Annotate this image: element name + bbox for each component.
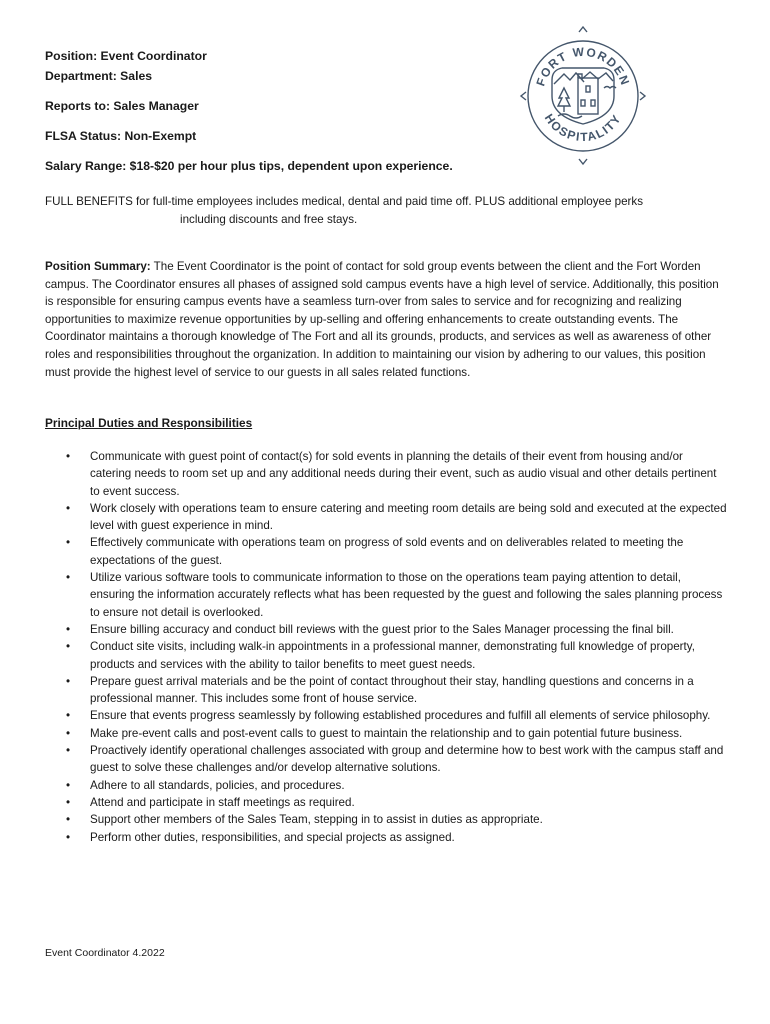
list-item: [45, 707, 727, 724]
list-item: [45, 811, 727, 828]
salary-range: Salary Range: $18-$20 per hour plus tips, dependent upon experience.: [45, 159, 453, 173]
reports-to: Reports to: Sales Manager: [45, 99, 199, 113]
list-item: [45, 725, 727, 742]
list-item: [45, 794, 727, 811]
list-item: [45, 621, 727, 638]
department: Department: Sales: [45, 69, 153, 83]
list-item: [45, 829, 727, 846]
position-summary: [45, 258, 727, 381]
duty-text: Work closely with operations team to ensure catering and meeting room details are being sold and executed at the expected level with guest experience in mind.: [90, 501, 727, 533]
svg-text:HOSPITALITY: [542, 111, 624, 144]
bullet: •: [66, 813, 71, 827]
duties-list: [45, 448, 727, 846]
duty-text: Effectively communicate with operations team on progress of sold events and on deliverables related to meeting the expectations of the guest.: [90, 536, 684, 567]
list-item: [45, 638, 727, 673]
list-item: [45, 569, 727, 621]
duty-text: Ensure that events progress seamlessly by following established procedures and fulfill all elements of service philosophy.: [90, 709, 711, 723]
logo-bottom-text: HOSPITALITY: [541, 111, 625, 145]
bullet: •: [66, 726, 71, 740]
summary-label: Position Summary:: [45, 260, 151, 273]
summary-text: The Event Coordinator is the point of contact for sold group events between the client and the Fort Worden campus. The Coordinator ensures all phases of assigned sold campus events have a high level of service. Additionally, this position is responsible for ensuring campus events have a seamless turn-over from sales to service and for recognizing and realizing opportunities to maximize revenue opportunities by up-selling and offering enhancements to create outstanding events. The Coordinator maintains a thorough knowledge of The Fort and all its grounds, products, and services as well as awareness of other roles and responsibilities throughout the organization. In addition to maintaining our vision by adhering to our values, this position must provide the highest level of service to our guests in all sales related functions.: [45, 260, 719, 379]
duty-text: Adhere to all standards, policies, and procedures.: [90, 778, 345, 792]
bullet: •: [66, 674, 71, 688]
list-item: [45, 448, 727, 500]
list-item: [45, 742, 727, 777]
bullet: •: [66, 795, 71, 809]
list-item: [45, 534, 727, 569]
flsa-status: FLSA Status: Non-Exempt: [45, 129, 197, 143]
document-footer: Event Coordinator 4.2022: [45, 947, 165, 959]
duty-text: Support other members of the Sales Team, stepping in to assist in duties as appropriate.: [90, 813, 543, 827]
benefits-paragraph: [45, 193, 725, 229]
duty-text: Communicate with guest point of contact(s) for sold events in planning the details of their event from housing and/or catering needs to room set up and any additional needs during their event, such as audio visual and other details pertinent to event success.: [90, 450, 717, 498]
bullet: •: [66, 709, 71, 723]
duty-text: Ensure billing accuracy and conduct bill reviews with the guest prior to the Sales Manager processing the final bill.: [90, 622, 674, 636]
duty-text: Make pre-event calls and post-event calls to guest to maintain the relationship and to gain potential future business.: [90, 726, 683, 740]
bullet: •: [66, 744, 71, 758]
duty-text: Proactively identify operational challenges associated with group and determine how to best work with the campus staff and guest to solve these challenges and/or develop alternative solutions.: [90, 744, 724, 775]
duty-text: Attend and participate in staff meetings as required.: [90, 795, 355, 809]
list-item: [45, 673, 727, 708]
bullet: •: [66, 571, 71, 585]
bullet: •: [66, 830, 71, 844]
bullet: •: [66, 778, 71, 792]
duty-text: Perform other duties, responsibilities, and special projects as assigned.: [90, 830, 455, 844]
fort-worden-hospitality-logo: [518, 26, 648, 166]
duty-text: Prepare guest arrival materials and be the point of contact throughout their stay, handling questions and concerns in a professional manner. This includes some front of house service.: [90, 674, 694, 706]
position-title: Position: Event Coordinator: [45, 49, 207, 63]
list-item: [45, 777, 727, 794]
bullet: •: [66, 640, 71, 654]
duty-text: Conduct site visits, including walk-in appointments in a professional manner, demonstrating full knowledge of property, products and services with the ability to tailor benefits to meet guest needs.: [90, 640, 695, 671]
duties-heading: Principal Duties and Responsibilities: [45, 416, 253, 430]
benefits-line-1: FULL BENEFITS for full-time employees includes medical, dental and paid time off. PLUS additional employee perks: [45, 195, 644, 208]
benefits-line-2: including discounts and free stays.: [180, 213, 358, 226]
duty-text: Utilize various software tools to communicate information to those on the operations team paying attention to detail, ensuring the information accurately reflects what has been requested by the guest and following the sales planning process to ensure not detail is overlooked.: [90, 571, 723, 619]
bullet: •: [66, 450, 71, 463]
logo-top-text: FORT WORDEN: [533, 44, 633, 88]
list-item: [45, 500, 727, 535]
bullet: •: [66, 536, 71, 550]
bullet: •: [66, 622, 71, 636]
bullet: •: [66, 501, 71, 515]
